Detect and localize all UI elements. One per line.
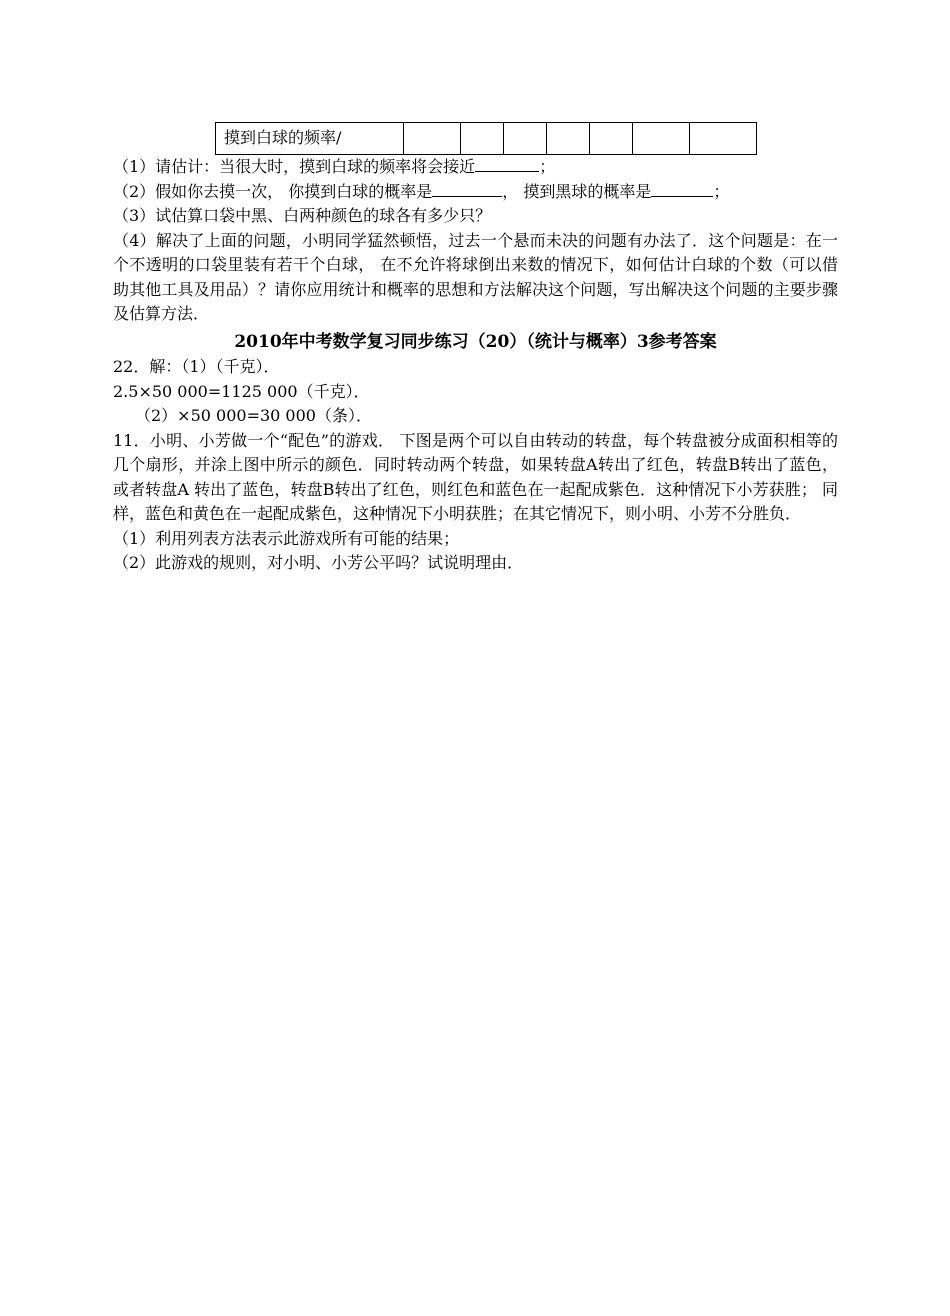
- table-cell: [690, 123, 757, 155]
- table-cell: [461, 123, 504, 155]
- answer-22-line-2: 2.5×50 000=1125 000（千克）．: [113, 381, 370, 401]
- answer-22-line-3: （2）×50 000=30 000（条）．: [135, 406, 372, 425]
- question-1: [113, 155, 838, 180]
- question-2: [113, 180, 838, 205]
- table-cell: [633, 123, 690, 155]
- question-1-text: （1）请估计：当很大时，摸到白球的频率将会接近: [113, 157, 476, 176]
- question-1-tail: ；: [539, 157, 556, 176]
- answer-blank: [475, 155, 539, 172]
- document-page: [113, 122, 838, 576]
- question-11-sub-2: （2）此游戏的规则，对小明、小芳公平吗？试说明理由．: [113, 553, 524, 572]
- table-cell: [404, 123, 461, 155]
- question-11-sub-1: （1）利用列表方法表示此游戏所有可能的结果；: [113, 528, 460, 548]
- question-4: （4）解决了上面的问题，小明同学猛然顿悟，过去一个悬而未决的问题有办法了．这个问题是：在一个不透明的口袋里装有若干个白球， 在不允许将球倒出来数的情况下，如何估计白球的个数（可以借助其他工具及用品）？请你应用统计和概率的思想和方法解决这个问题，写出解决这个问题的主要步骤及估算方法．: [113, 230, 838, 323]
- question-2-tail: ；: [713, 181, 730, 201]
- table-row-label: 摸到白球的频率/: [216, 123, 404, 155]
- answer-22-line-1: 22．解：（1）（千克）．: [113, 357, 280, 376]
- question-2-text-a: （2）假如你去摸一次， 你摸到白球的概率是: [113, 181, 433, 201]
- answers-title: 2010年中考数学复习同步练习（20）（统计与概率）3参考答案: [234, 331, 717, 352]
- question-3: （3）试估算口袋中黑、白两种颜色的球各有多少只？: [113, 206, 492, 225]
- question-11: 11．小明、小芳做一个“配色”的游戏． 下图是两个可以自由转动的转盘，每个转盘被分成面积相等的几个扇形，并涂上图中所示的颜色．同时转动两个转盘，如果转盘A转出了红色，转盘B转出了蓝色，或者转盘A 转出了蓝色，转盘B转出了红色，则红色和蓝色在一起配成紫色．这种情况下小芳获胜； 同样，蓝色和黄色在一起配成紫色，这种情况下小明获胜；在其它情况下，则小明、小芳不分胜负．: [113, 430, 838, 523]
- table-cell: [590, 123, 633, 155]
- table-row: [216, 123, 757, 155]
- question-2-text-b: ， 摸到黑球的概率是: [502, 181, 652, 201]
- frequency-table: [215, 122, 757, 155]
- table-cell: [504, 123, 547, 155]
- answer-blank: [651, 180, 713, 197]
- table-cell: [547, 123, 590, 155]
- answer-blank: [432, 180, 502, 197]
